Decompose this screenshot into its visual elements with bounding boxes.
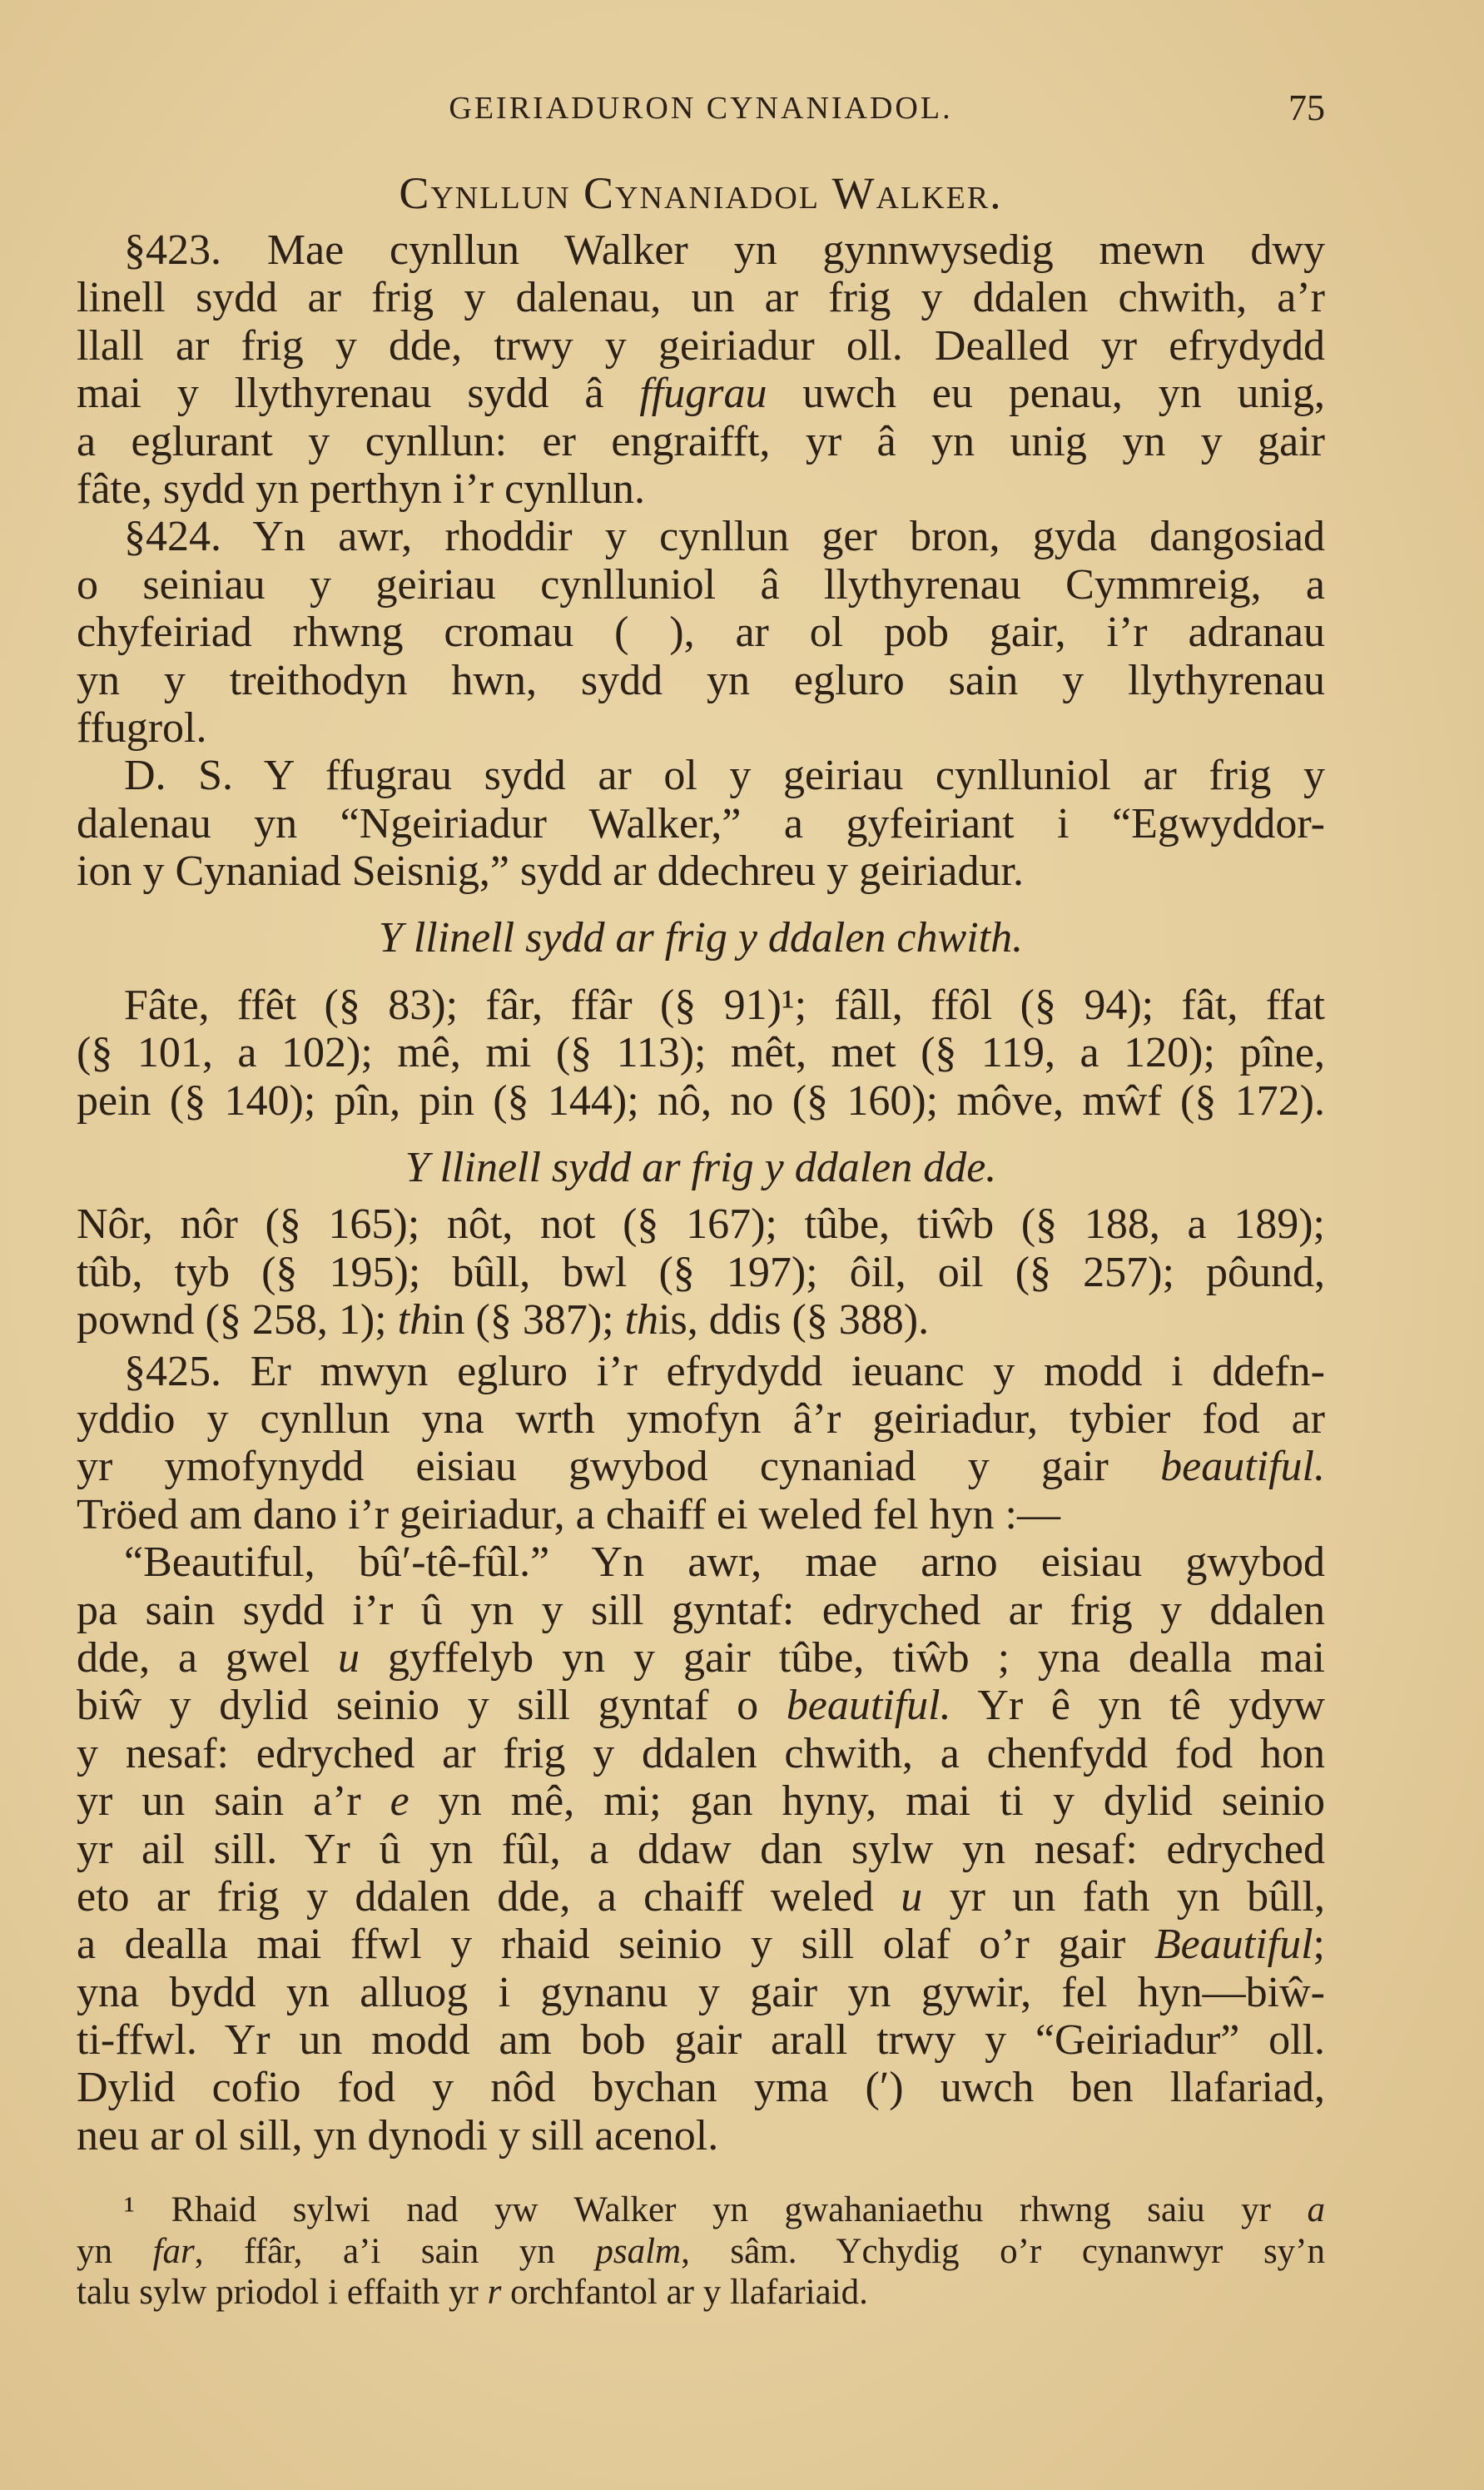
footnote — [77, 2189, 1325, 2314]
text-run: is, ddis (§ 388). — [658, 1296, 930, 1344]
text-line — [77, 1443, 1325, 1490]
text-line — [77, 1395, 1325, 1443]
text-run: pownd (§ 258, 1); — [77, 1296, 398, 1344]
text-run: tûb, tyb (§ 195); bûll, bwl (§ 197); ôil, oil (§ 257); pôund, — [77, 1248, 1325, 1296]
text-run: yn mê, mi; gan hyny, mai ti y dylid seinio — [409, 1777, 1325, 1826]
text-line — [77, 1144, 1325, 1191]
text-run: §424. Yn awr, rhoddir y cynllun ger bron, gyda dangosiad — [124, 513, 1325, 561]
text-run: a dealla mai ffwl y rhaid seinio y sill olaf o’r gair — [77, 1921, 1154, 1969]
text-run: in (§ 387); — [431, 1296, 625, 1344]
text-line — [77, 2272, 1325, 2314]
italic-text: beautiful. — [1160, 1443, 1325, 1491]
text-line — [77, 513, 1325, 560]
text-run: orchfantol ar y llafariaid. — [501, 2273, 868, 2313]
text-line — [77, 914, 1325, 962]
text-run: yn — [77, 2231, 153, 2271]
paragraph — [77, 513, 1325, 752]
text-run: talu sylw priodol i effaith yr — [77, 2273, 488, 2313]
text-line — [77, 2231, 1325, 2273]
text-run: Y llinell sydd ar frig y ddalen chwith. — [378, 914, 1024, 962]
text-run: yr un fath yn bûll, — [922, 1872, 1325, 1921]
text-run: D. S. Y ffugrau sydd ar ol y geiriau cynlluniol ar frig y — [124, 752, 1325, 800]
italic-text: e — [390, 1777, 409, 1826]
body-text — [77, 226, 1325, 2159]
text-line — [77, 1587, 1325, 1634]
italic-text: u — [338, 1633, 360, 1682]
text-line — [77, 1777, 1325, 1825]
text-line — [77, 1077, 1325, 1125]
text-line — [77, 609, 1325, 656]
italic-text: r — [487, 2273, 502, 2313]
text-line — [77, 274, 1325, 321]
text-line — [77, 1921, 1325, 1968]
paragraph — [77, 1538, 1325, 2159]
text-run: biŵ y dylid seinio y sill gyntaf o — [77, 1682, 787, 1730]
italic-text: a — [1307, 2190, 1325, 2229]
text-run: eto ar frig y ddalen dde, a chaiff weled — [77, 1872, 901, 1921]
text-run: , ffâr, a’i sain yn — [194, 2231, 596, 2271]
text-run: yr un sain a’r — [77, 1777, 390, 1826]
text-run: Nôr, nôr (§ 165); nôt, not (§ 167); tûbe, tiŵb (§ 188, a 189); — [77, 1200, 1325, 1249]
text-run: Fâte, ffêt (§ 83); fâr, ffâr (§ 91)¹; fâll, ffôl (§ 94); fât, ffat — [124, 981, 1325, 1029]
text-line — [77, 1029, 1325, 1076]
text-run: o seiniau y geiriau cynlluniol â llythyrenau Cymmreig, a — [77, 560, 1325, 609]
italic-text: th — [397, 1296, 432, 1344]
italic-text: Beautiful — [1154, 1921, 1313, 1969]
text-run: Y llinell sydd ar frig y ddalen dde. — [405, 1144, 997, 1192]
running-title: GEIRIADURON CYNANIADOL. — [449, 91, 953, 126]
text-run: neu ar ol sill, yn dynodi y sill acenol. — [77, 2111, 719, 2159]
text-run: ; — [1313, 1921, 1325, 1969]
text-line — [77, 561, 1325, 609]
text-line — [77, 2016, 1325, 2064]
italic-text: beautiful. — [786, 1682, 951, 1730]
example-list — [77, 1200, 1325, 1344]
text-line — [77, 226, 1325, 274]
italic-text: far — [152, 2231, 195, 2271]
text-line — [77, 2189, 1325, 2231]
text-run: chyfeiriad rhwng cromau ( ), ar ol pob gair, i’r adranau — [77, 609, 1325, 657]
text-run: pa sain sydd i’r û yn y sill gyntaf: edryched ar frig y ddalen — [77, 1586, 1325, 1634]
text-run: ion y Cynaniad Seisnig,” sydd ar ddechreu y geiriadur. — [77, 847, 1024, 896]
text-run: y nesaf: edryched ar frig y ddalen chwith, a chenfydd fod hon — [77, 1729, 1325, 1777]
text-run: ¹ Rhaid sylwi nad yw Walker yn gwahaniaethu rhwng saiu yr — [124, 2190, 1308, 2229]
paragraph — [77, 226, 1325, 513]
text-run: dde, a gwel — [77, 1633, 339, 1682]
text-line — [77, 322, 1325, 370]
text-run: §423. Mae cynllun Walker yn gynnwysedig mewn dwy — [124, 226, 1325, 274]
text-line — [77, 1538, 1325, 1586]
text-line — [77, 370, 1325, 417]
text-line — [77, 2112, 1325, 2159]
text-line — [77, 752, 1325, 799]
text-line — [77, 465, 1325, 513]
text-line — [77, 1249, 1325, 1296]
italic-text: ffugrau — [639, 370, 767, 418]
section-title: Cynllun Cynaniadol Walker. — [399, 168, 1003, 218]
text-run: yr ymofynydd eisiau gwybod cynaniad y gair — [77, 1443, 1161, 1491]
text-line — [77, 418, 1325, 465]
text-line — [77, 704, 1325, 752]
text-run: a eglurant y cynllun: er engraifft, yr â yn unig yn y gair — [77, 417, 1325, 465]
text-run: yr ail sill. Yr û yn fûl, a ddaw dan sylw yn nesaf: edryched — [77, 1825, 1325, 1873]
subheading — [77, 1144, 1325, 1191]
text-line — [77, 2064, 1325, 2111]
text-run: Yr ê yn tê ydyw — [950, 1682, 1325, 1730]
text-line — [77, 847, 1325, 895]
example-list — [77, 982, 1325, 1125]
text-line — [77, 982, 1325, 1029]
text-line — [77, 1969, 1325, 2016]
text-run: (§ 101, a 102); mê, mi (§ 113); mêt, met (§ 119, a 120); pîne, — [77, 1029, 1325, 1077]
paragraph — [77, 752, 1325, 895]
text-run: gyffelyb yn y gair tûbe, tiŵb ; yna dealla mai — [360, 1633, 1325, 1682]
text-line — [77, 1730, 1325, 1777]
text-run: yddio y cynllun yna wrth ymofyn â’r geiriadur, tybier fod ar — [77, 1394, 1325, 1443]
text-run: ffugrol. — [77, 703, 207, 752]
text-line — [77, 1873, 1325, 1921]
text-line — [77, 1296, 1325, 1344]
text-run: yn y treithodyn hwn, sydd yn egluro sain y llythyrenau — [77, 656, 1325, 704]
text-line — [77, 1200, 1325, 1248]
text-run: Tröed am dano i’r geiriadur, a chaiff ei weled fel hyn :— — [77, 1490, 1060, 1538]
text-run: fâte, sydd yn perthyn i’r cynllun. — [77, 465, 646, 513]
text-run: mai y llythyrenau sydd â — [77, 370, 640, 418]
text-run: pein (§ 140); pîn, pin (§ 144); nô, no (§ 160); môve, mŵf (§ 172). — [77, 1076, 1325, 1125]
text-run: dalenau yn “Ngeiriadur Walker,” a gyfeiriant i “Egwyddor- — [77, 799, 1325, 847]
text-run: llall ar frig y dde, trwy y geiriadur oll. Dealled yr efrydydd — [77, 321, 1325, 370]
subheading — [77, 914, 1325, 962]
running-header — [77, 83, 1325, 133]
text-line — [77, 1682, 1325, 1729]
text-run: “Beautiful, bû′-tê-fûl.” Yn awr, mae arno eisiau gwybod — [124, 1538, 1325, 1587]
italic-text: u — [901, 1872, 923, 1921]
text-line — [77, 657, 1325, 704]
text-run: yna bydd yn alluog i gynanu y gair yn gywir, fel hyn—biŵ- — [77, 1968, 1325, 2016]
italic-text: th — [624, 1296, 659, 1344]
text-run: linell sydd ar frig y dalenau, un ar frig y ddalen chwith, a’r — [77, 274, 1325, 322]
page-number: 75 — [1288, 87, 1325, 128]
text-run: ti-ffwl. Yr un modd am bob gair arall trwy y “Geiriadur” oll. — [77, 2016, 1325, 2065]
text-line — [77, 1348, 1325, 1395]
paragraph — [77, 1348, 1325, 1539]
text-run: uwch eu penau, yn unig, — [767, 370, 1326, 418]
text-run: , sâm. Ychydig o’r cynanwyr sy’n — [681, 2231, 1325, 2271]
text-line — [77, 800, 1325, 847]
text-line — [77, 1491, 1325, 1538]
text-line — [77, 1634, 1325, 1682]
text-line — [77, 1826, 1325, 1873]
text-run: Dylid cofio fod y nôd bychan yma (′) uwch ben llafariad, — [77, 2064, 1325, 2112]
text-run: §425. Er mwyn egluro i’r efrydydd ieuanc y modd i ddefn- — [124, 1347, 1325, 1395]
italic-text: psalm — [595, 2231, 682, 2271]
